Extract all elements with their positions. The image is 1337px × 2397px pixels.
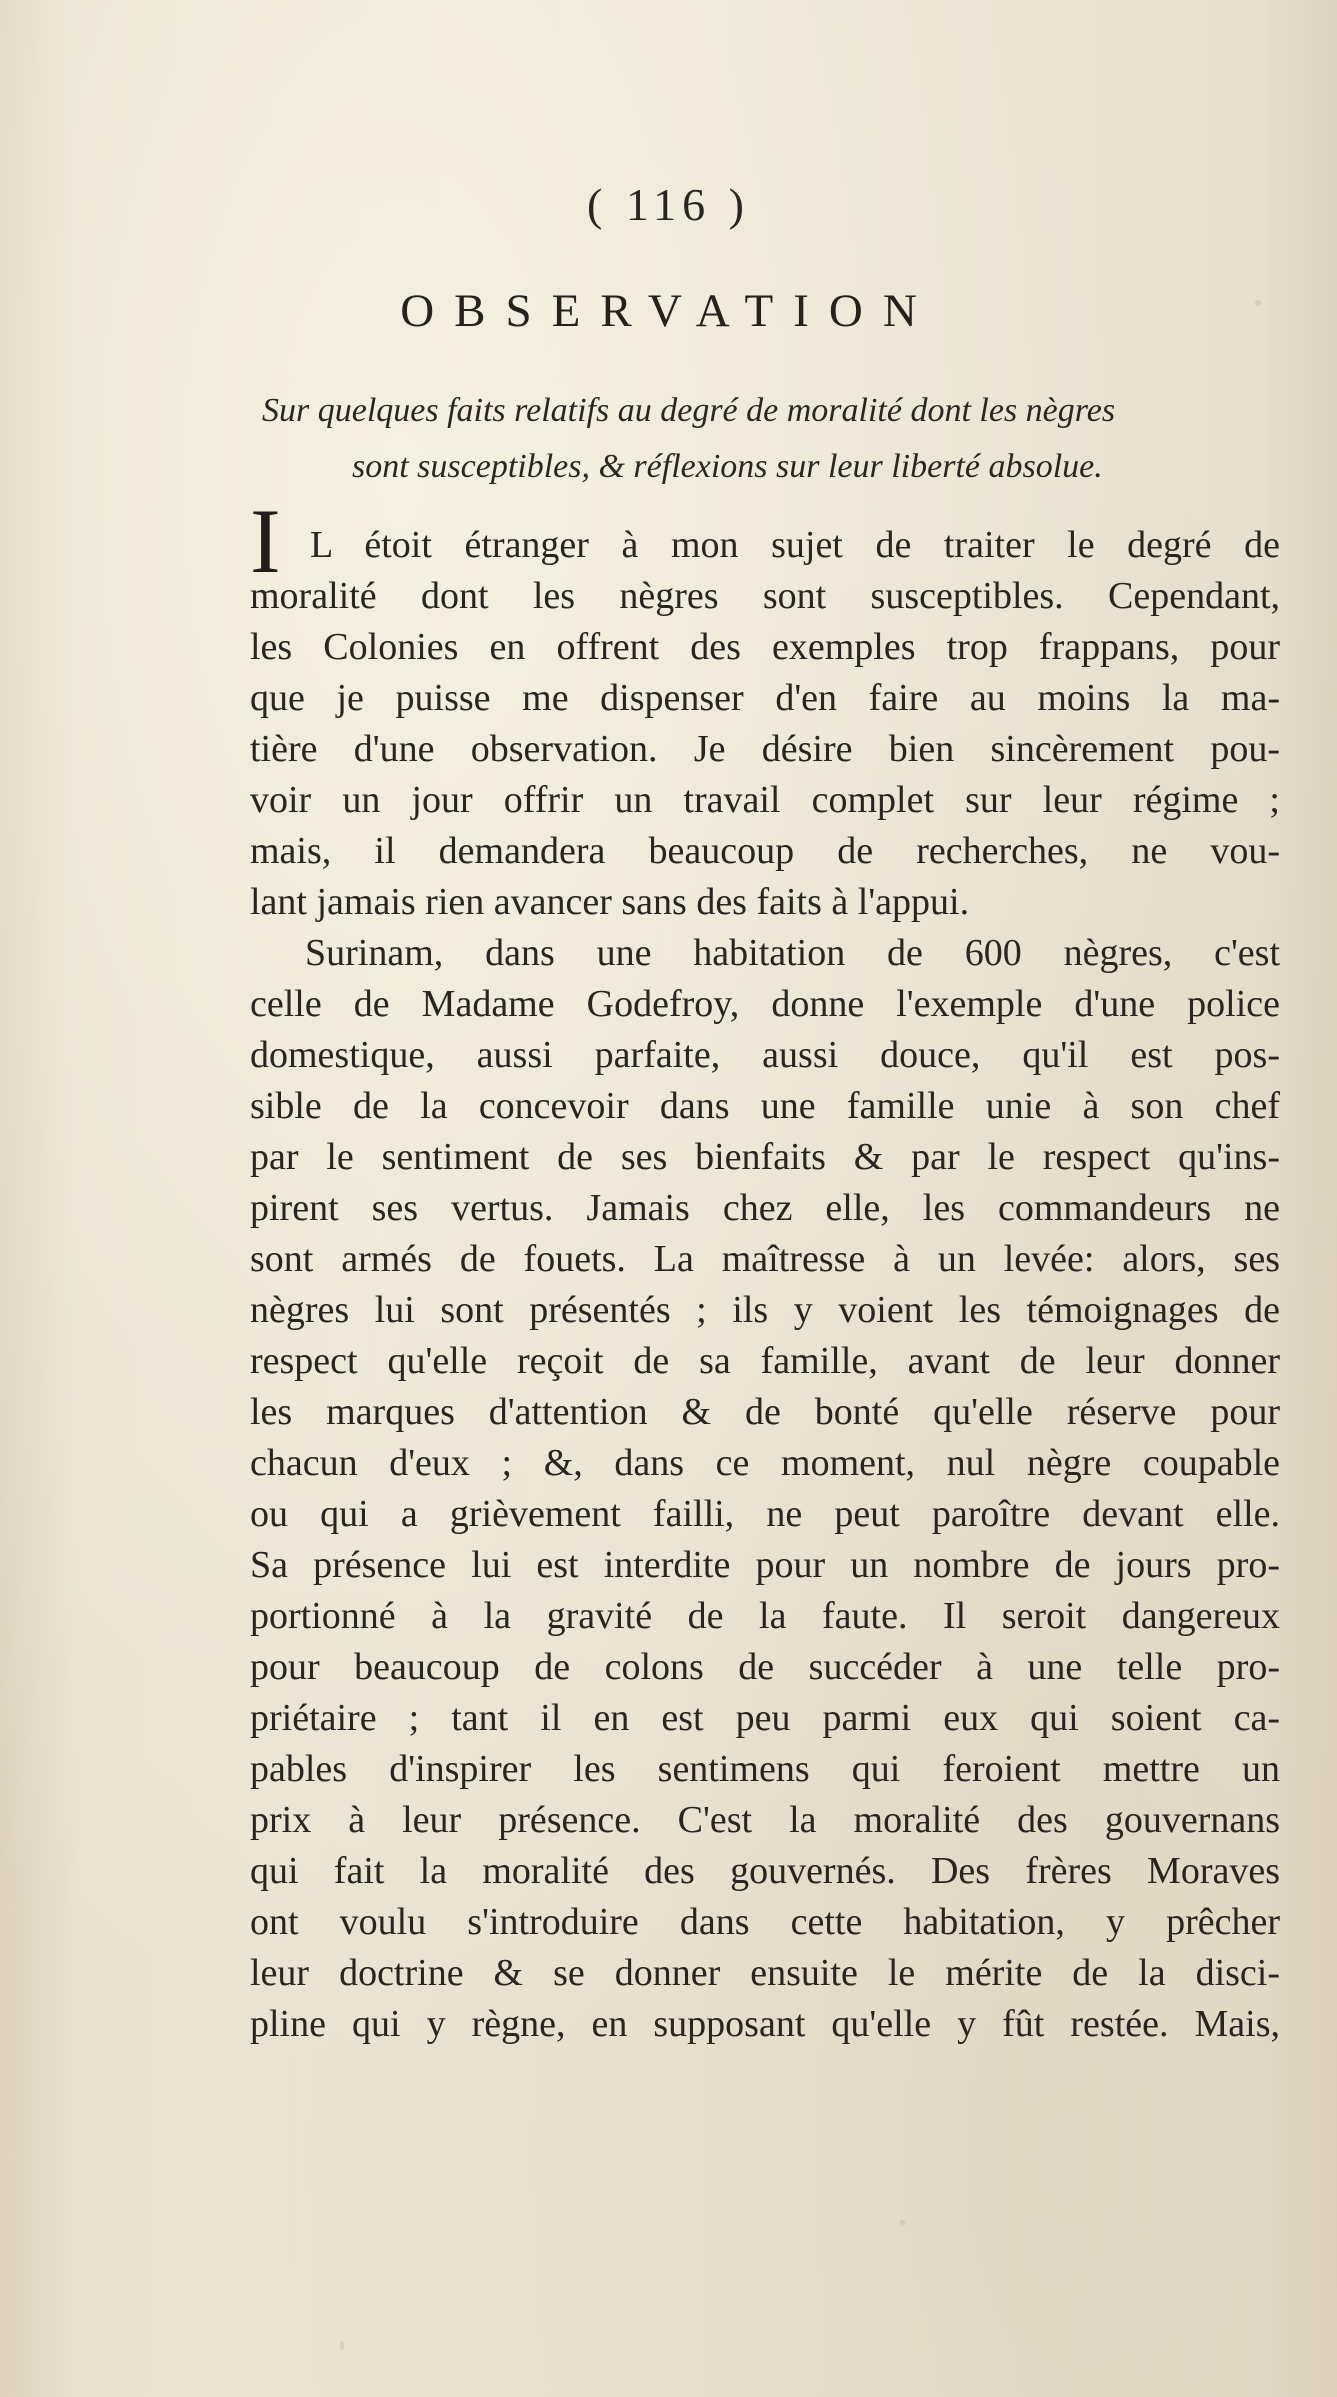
text-line: ont voulu s'introduire dans cette habitation, y prêcher bbox=[250, 1901, 1280, 1943]
text-line: tière d'une observation. Je désire bien sincèrement pou- bbox=[250, 728, 1280, 770]
text-line: respect qu'elle reçoit de sa famille, avant de leur donner bbox=[250, 1340, 1280, 1382]
text-line: voir un jour offrir un travail complet sur leur régime ; bbox=[250, 779, 1280, 821]
text-line: que je puisse me dispenser d'en faire au moins la ma- bbox=[250, 677, 1280, 719]
text-line: sont armés de fouets. La maîtresse à un levée: alors, ses bbox=[250, 1238, 1280, 1280]
text-line: par le sentiment de ses bienfaits & par le respect qu'ins- bbox=[250, 1136, 1280, 1178]
text-line: nègres lui sont présentés ; ils y voient les témoignages de bbox=[250, 1289, 1280, 1331]
drop-cap: I bbox=[250, 490, 281, 592]
subtitle-line-1: Sur quelques faits relatifs au degré de moralité dont les nègres bbox=[262, 392, 1116, 429]
text-line: Surinam, dans une habitation de 600 nègres, c'est bbox=[305, 932, 1280, 974]
text-line: qui fait la moralité des gouvernés. Des frères Moraves bbox=[250, 1850, 1280, 1892]
text-line: domestique, aussi parfaite, aussi douce, qu'il est pos- bbox=[250, 1034, 1280, 1076]
text-line: les marques d'attention & de bonté qu'elle réserve pour bbox=[250, 1391, 1280, 1433]
text-line: L étoit étranger à mon sujet de traiter le degré de bbox=[310, 524, 1280, 566]
page-title: OBSERVATION bbox=[400, 285, 937, 337]
text-line: pour beaucoup de colons de succéder à une telle pro- bbox=[250, 1646, 1280, 1688]
text-line: pirent ses vertus. Jamais chez elle, les commandeurs ne bbox=[250, 1187, 1280, 1229]
text-line: Sa présence lui est interdite pour un nombre de jours pro- bbox=[250, 1544, 1280, 1586]
text-line: sible de la concevoir dans une famille unie à son chef bbox=[250, 1085, 1280, 1127]
paper-spot bbox=[900, 2220, 905, 2225]
text-line: celle de Madame Godefroy, donne l'exemple d'une police bbox=[250, 983, 1280, 1025]
text-line: pline qui y règne, en supposant qu'elle y fût restée. Mais, bbox=[250, 2003, 1280, 2045]
text-line: mais, il demandera beaucoup de recherches, ne vou- bbox=[250, 830, 1280, 872]
paper-spot bbox=[340, 2340, 344, 2350]
text-line: pables d'inspirer les sentimens qui feroient mettre un bbox=[250, 1748, 1280, 1790]
text-line: portionné à la gravité de la faute. Il seroit dangereux bbox=[250, 1595, 1280, 1637]
text-line: chacun d'eux ; &, dans ce moment, nul nègre coupable bbox=[250, 1442, 1280, 1484]
text-line: prix à leur présence. C'est la moralité des gouvernans bbox=[250, 1799, 1280, 1841]
text-line: leur doctrine & se donner ensuite le mérite de la disci- bbox=[250, 1952, 1280, 1994]
text-line: priétaire ; tant il en est peu parmi eux qui soient ca- bbox=[250, 1697, 1280, 1739]
page-number: ( 116 ) bbox=[587, 179, 750, 230]
text-line: les Colonies en offrent des exemples trop frappans, pour bbox=[250, 626, 1280, 668]
text-line: lant jamais rien avancer sans des faits à l'appui. bbox=[250, 881, 970, 923]
text-line: ou qui a grièvement failli, ne peut paroître devant elle. bbox=[250, 1493, 1280, 1535]
text-line: moralité dont les nègres sont susceptibles. Cependant, bbox=[250, 575, 1280, 617]
subtitle-line-2: sont susceptibles, & réflexions sur leur liberté absolue. bbox=[352, 448, 1103, 485]
